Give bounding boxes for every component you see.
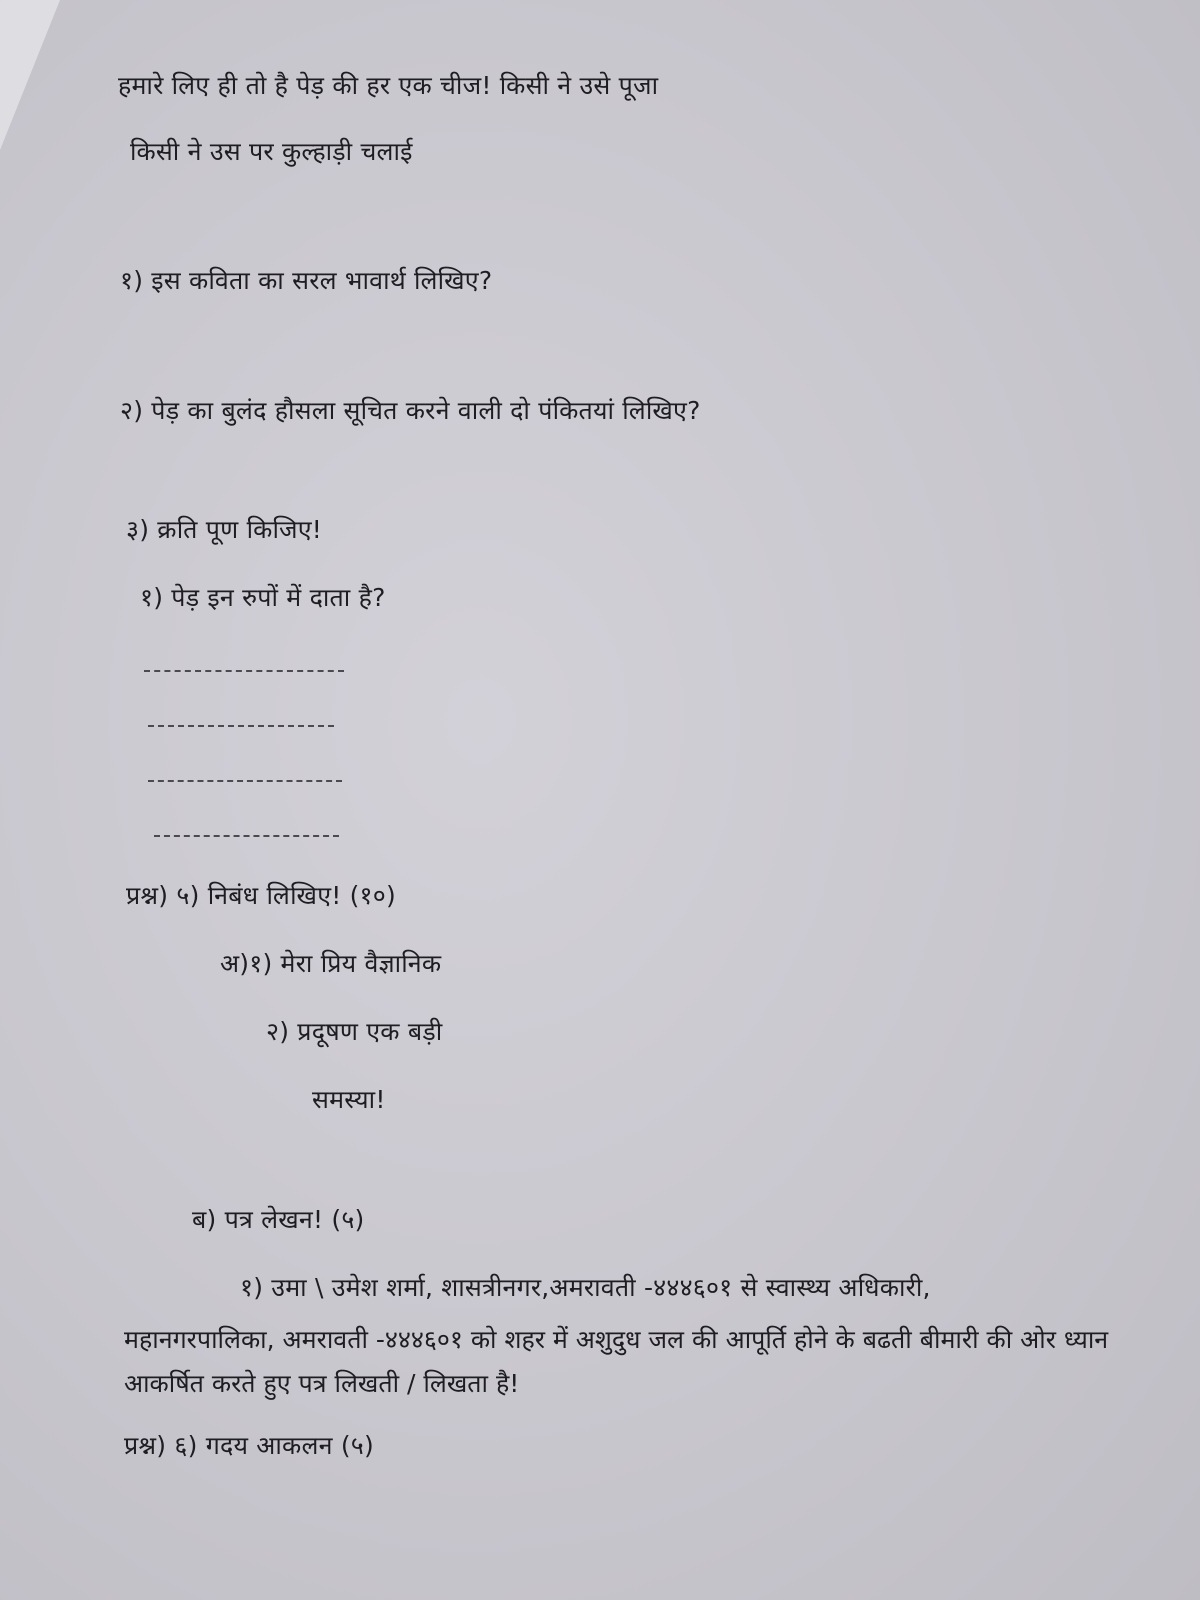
section-5-heading: प्रश्न) ५) निबंध लिखिए! (१०)	[126, 881, 396, 910]
letter-prompt-rest: महानगरपालिका, अमरावती -४४४६०१ को शहर में अशुदुध जल की आपूर्ति होने के बढती बीमारी की ओर ध्यान आकर्षित करते हुए पत्र लिखती / लिखता है!	[124, 1325, 1109, 1398]
question-3-sub-1: १) पेड़ इन रुपों में दाता है?	[140, 583, 386, 612]
essay-option-2: २) प्रदूषण एक बड़ी	[266, 1017, 443, 1046]
paper-fold	[0, 0, 60, 150]
answer-blank-1	[144, 670, 344, 672]
letter-writing-heading: ब) पत्र लेखन! (५)	[192, 1205, 365, 1234]
answer-blank-2	[148, 725, 334, 727]
question-1: १) इस कविता का सरल भावार्थ लिखिए?	[120, 266, 493, 295]
poem-line-2: किसी ने उस पर कुल्हाड़ी चलाई	[130, 137, 413, 166]
answer-blank-4	[154, 835, 339, 837]
poem-line-1: हमारे लिए ही तो है पेड़ की हर एक चीज! किसी ने उसे पूजा	[118, 71, 659, 100]
letter-prompt-line-1: १) उमा \ उमेश शर्मा, शासत्रीनगर,अमरावती -४४४६०१ से स्वास्थ्य अधिकारी,	[240, 1273, 931, 1302]
answer-blank-3	[148, 780, 342, 782]
essay-option-2-cont: समस्या!	[312, 1085, 386, 1114]
question-3: ३) क्रति पूण किजिए!	[126, 515, 322, 544]
essay-option-1: अ)१) मेरा प्रिय वैज्ञानिक	[220, 949, 442, 978]
question-2: २) पेड़ का बुलंद हौसला सूचित करने वाली दो पंकितयां लिखिए?	[120, 396, 701, 425]
section-6-heading: प्रश्न) ६) गदय आकलन (५)	[124, 1431, 374, 1460]
